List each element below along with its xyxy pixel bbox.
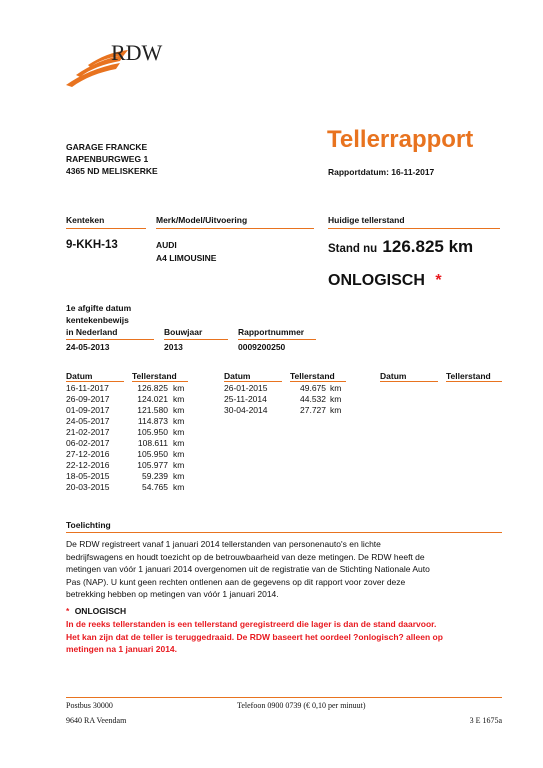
toelichting-line: De RDW registreert vanaf 1 januari 2014 tellerstanden van personenauto's en lichte [66, 539, 381, 549]
reading-km: 114.873 [137, 416, 168, 426]
reading-km: 105.950 [137, 427, 168, 437]
reading-date: 26-09-2017 [66, 394, 110, 404]
reg-label-3: in Nederland [66, 327, 118, 337]
garage-street: RAPENBURGWEG 1 [66, 154, 149, 164]
col-datum-1: Datum [66, 371, 93, 381]
toelichting-line: Pas (NAP). U kunt geen rechten ontlenen aan de gegevens op dit rapport voor zover deze [66, 576, 406, 587]
stand-prefix: Stand nu [328, 243, 378, 255]
toelichting-line: bedrijfswagens en houdt toezicht op de betrouwbaarheid van deze metingen. De RDW heeft de [66, 551, 425, 562]
toelichting-heading: Toelichting [66, 520, 111, 530]
garage-city: 4365 ND MELISKERKE [66, 166, 158, 176]
reading-km: 124.021 [137, 394, 168, 404]
reading-km: 54.765 [142, 482, 168, 492]
toelichting-line: metingen van vóór 1 januari 2014 overgenomen uit de registratie van de Stichting Nationale Auto [66, 564, 430, 574]
note-title: ONLOGISCH [74, 606, 127, 616]
reading-km: 59.239 [142, 471, 168, 481]
reading-date: 18-05-2015 [66, 471, 110, 481]
onlogisch-note-body [66, 618, 443, 656]
reading-unit: km [173, 394, 185, 404]
report-number: 0009200250 [238, 342, 286, 352]
readings-col2-dates [224, 383, 284, 416]
readings-col2-unit [330, 383, 350, 416]
reading-unit: km [330, 405, 342, 415]
verdict [328, 271, 442, 291]
stand-value: 126.825 km [382, 237, 474, 256]
reading-unit: km [173, 460, 185, 470]
build-year: 2013 [164, 342, 183, 352]
verdict-text: ONLOGISCH [328, 272, 425, 289]
reading-date: 30-04-2014 [224, 405, 268, 415]
reading-date: 20-03-2015 [66, 482, 110, 492]
divider [446, 381, 502, 382]
reading-date: 26-01-2015 [224, 383, 268, 393]
reading-km: 27.727 [300, 405, 326, 415]
divider [132, 381, 188, 382]
reading-unit: km [173, 471, 185, 481]
huidige-label: Huidige tellerstand [328, 215, 405, 225]
note-line: In de reeks tellerstanden is een tellerstand geregistreerd die lager is dan de stand daarvoor. [66, 619, 437, 629]
rapportnummer-label: Rapportnummer [238, 327, 305, 337]
footer-postbus: Postbus 30000 [66, 701, 113, 710]
col-datum-2: Datum [224, 371, 251, 381]
vehicle-model: A4 LIMOUSINE [156, 253, 217, 263]
reading-date: 22-12-2016 [66, 460, 110, 470]
divider [66, 228, 146, 229]
footer-divider [66, 697, 502, 698]
reading-unit: km [173, 427, 185, 437]
readings-col1-dates [66, 383, 126, 493]
divider [164, 339, 228, 340]
verdict-asterisk: * [435, 272, 442, 289]
reading-km: 105.950 [137, 449, 168, 459]
reading-unit: km [173, 449, 185, 459]
note-line: metingen na 1 januari 2014. [66, 644, 178, 654]
readings-col1-unit [173, 383, 193, 493]
reading-unit: km [173, 405, 185, 415]
divider [224, 381, 282, 382]
logo-text: RDW [111, 40, 163, 65]
merk-label: Merk/Model/Uitvoering [156, 215, 248, 225]
note-line: Het kan zijn dat de teller is teruggedraaid. De RDW baseert het oordeel ?onlogisch? alleen op [66, 631, 443, 642]
reading-km: 105.977 [137, 460, 168, 470]
reading-date: 06-02-2017 [66, 438, 110, 448]
reading-km: 121.580 [137, 405, 168, 415]
divider [328, 228, 500, 229]
reading-unit: km [330, 394, 342, 404]
reading-date: 01-09-2017 [66, 405, 110, 415]
divider [290, 381, 346, 382]
current-stand [328, 238, 473, 258]
col-teller-1: Tellerstand [132, 371, 177, 381]
divider [66, 381, 124, 382]
plate-number: 9-KKH-13 [66, 239, 118, 251]
reg-label-2: kentekenbewijs [66, 315, 129, 325]
divider [238, 339, 316, 340]
reading-unit: km [173, 482, 185, 492]
kenteken-label: Kenteken [66, 215, 105, 225]
note-asterisk: * [66, 606, 70, 616]
divider [66, 339, 154, 340]
reading-date: 24-05-2017 [66, 416, 110, 426]
reading-km: 49.675 [300, 383, 326, 393]
reading-date: 27-12-2016 [66, 449, 110, 459]
garage-name: GARAGE FRANCKE [66, 142, 148, 152]
col-datum-3: Datum [380, 371, 407, 381]
footer-phone: Telefoon 0900 0739 (€ 0,10 per minuut) [237, 701, 366, 710]
onlogisch-note-title [66, 606, 126, 617]
reading-unit: km [330, 383, 342, 393]
col-teller-2: Tellerstand [290, 371, 335, 381]
reading-unit: km [173, 438, 185, 448]
reg-label-1: 1e afgifte datum [66, 303, 132, 313]
report-date: Rapportdatum: 16-11-2017 [328, 167, 435, 177]
reading-unit: km [173, 416, 185, 426]
footer-city: 9640 RA Veendam [66, 716, 127, 725]
reading-date: 21-02-2017 [66, 427, 110, 437]
readings-col2-km [290, 383, 326, 416]
reading-km: 108.611 [137, 438, 168, 448]
reading-unit: km [173, 383, 185, 393]
reading-km: 126.825 [137, 383, 168, 393]
footer-code: 3 E 1675a [469, 716, 502, 725]
readings-col1-km [128, 383, 168, 493]
vehicle-make: AUDI [156, 240, 177, 250]
toelichting-line: betrekking hebben op metingen van vóór 1 januari 2014. [66, 589, 279, 599]
reading-km: 44.532 [300, 394, 326, 404]
bouwjaar-label: Bouwjaar [164, 327, 203, 337]
toelichting-body [66, 538, 430, 601]
report-title: Tellerrapport [327, 126, 474, 153]
reading-date: 16-11-2017 [66, 383, 109, 393]
divider [66, 532, 502, 533]
reg-date: 24-05-2013 [66, 342, 110, 352]
reading-date: 25-11-2014 [224, 394, 267, 404]
divider [156, 228, 314, 229]
divider [380, 381, 438, 382]
col-teller-3: Tellerstand [446, 371, 491, 381]
